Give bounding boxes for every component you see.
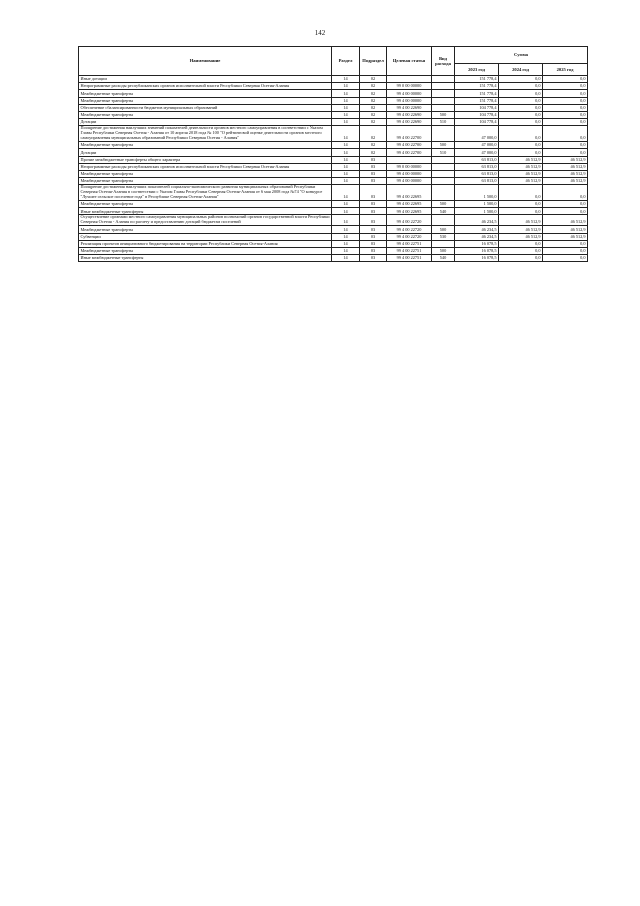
cell-name: Дотации [79,149,332,156]
cell-expense-type [432,90,455,97]
cell-subsection: 03 [360,178,387,185]
cell-target-article: 99 4 00 00000 [387,90,432,97]
cell-2024: 0,0 [499,90,543,97]
page-number: 142 [314,29,326,37]
cell-2024: 0,0 [499,111,543,118]
cell-2025: 46 512,9 [543,156,588,163]
cell-2024: 46 512,9 [499,178,543,185]
cell-section: 14 [332,208,360,215]
cell-2025: 46 512,9 [543,163,588,170]
budget-table [78,46,588,262]
cell-subsection: 03 [360,170,387,177]
cell-expense-type [432,215,455,226]
cell-2023: 104 778,4 [455,111,499,118]
table-row [79,226,588,233]
cell-name: Поощрение достижения наилучших показателей социально-экономического развития муниципальных образований Республики Северная Осетия-Алания в соответствии с Указом Главы Республики Северная Осетия-Алания от 6 мая 2008 года №74 "О конкурсе "Лучшее сельское поселение года" в Республике Северная Осетия-Алания" [79,185,332,201]
header-year-2024: 2024 год [499,64,543,76]
cell-subsection: 03 [360,247,387,254]
cell-name: Межбюджетные трансферты [79,226,332,233]
cell-expense-type [432,76,455,83]
header-subsection: Подраздел [360,47,387,76]
cell-target-article: 99 4 00 22720 [387,233,432,240]
cell-2023: 63 813,0 [455,170,499,177]
cell-2023: 151 778,4 [455,83,499,90]
cell-subsection: 03 [360,226,387,233]
table-body [79,76,588,262]
cell-section: 14 [332,233,360,240]
cell-name: Межбюджетные трансферты [79,111,332,118]
table-row [79,233,588,240]
cell-name: Иные дотации [79,76,332,83]
cell-target-article: 99 4 00 22695 [387,208,432,215]
cell-expense-type [432,240,455,247]
cell-2025: 0,0 [543,90,588,97]
table-row [79,83,588,90]
cell-name: Обеспечение сбалансированности бюджетов муниципальных образований [79,104,332,111]
table-row [79,163,588,170]
cell-name: Межбюджетные трансферты [79,90,332,97]
cell-2025: 0,0 [543,185,588,201]
cell-expense-type [432,185,455,201]
header-year-2025: 2025 год [543,64,588,76]
cell-subsection: 03 [360,201,387,208]
cell-section: 14 [332,170,360,177]
cell-subsection: 03 [360,233,387,240]
cell-name: Межбюджетные трансферты [79,201,332,208]
table-row [79,170,588,177]
cell-target-article: 99 4 00 22690 [387,111,432,118]
cell-name: Межбюджетные трансферты [79,178,332,185]
cell-expense-type [432,97,455,104]
cell-2024: 0,0 [499,104,543,111]
table-row [79,247,588,254]
cell-name: Прочие межбюджетные трансферты общего характера [79,156,332,163]
cell-section: 14 [332,255,360,262]
cell-2024: 0,0 [499,247,543,254]
cell-section: 14 [332,226,360,233]
cell-expense-type: 540 [432,208,455,215]
cell-2024: 0,0 [499,185,543,201]
cell-expense-type: 500 [432,226,455,233]
header-name: Наименование [79,47,332,76]
cell-2024: 46 512,9 [499,226,543,233]
cell-target-article: 99 4 00 22690 [387,104,432,111]
cell-2023: 1 500,0 [455,185,499,201]
cell-2025: 0,0 [543,208,588,215]
cell-subsection: 03 [360,163,387,170]
cell-name: Реализация проектов инициативного бюджетирования на территории Республики Северная Осетия-Алания [79,240,332,247]
cell-2025: 0,0 [543,83,588,90]
header-year-2023: 2023 год [455,64,499,76]
cell-expense-type: 510 [432,149,455,156]
cell-target-article: 99 4 00 22720 [387,226,432,233]
cell-subsection: 02 [360,119,387,126]
cell-section: 14 [332,97,360,104]
cell-expense-type: 540 [432,255,455,262]
cell-section: 14 [332,90,360,97]
cell-name: Осуществление органами местного самоуправления муниципальных районов полномочий органов государственной власти Республики Северная Осетия - Алания по расчету и предоставлению дотаций бюджетам поселений [80,214,330,225]
cell-target-article: 99 4 00 22700 [387,149,432,156]
cell-2025: 0,0 [543,247,588,254]
cell-2025: 0,0 [543,240,588,247]
cell-2025: 0,0 [543,119,588,126]
cell-name: Иные межбюджетные трансферты [79,208,332,215]
cell-2024: 46 512,9 [499,163,543,170]
cell-2024: 46 512,9 [499,156,543,163]
cell-2024: 0,0 [499,119,543,126]
cell-expense-type [432,104,455,111]
table-row [79,215,588,226]
cell-2024: 0,0 [499,76,543,83]
cell-2024: 0,0 [499,126,543,142]
cell-name: Межбюджетные трансферты [79,97,332,104]
cell-2024: 0,0 [499,255,543,262]
cell-section: 14 [332,247,360,254]
cell-2024: 0,0 [499,142,543,149]
cell-2025: 0,0 [543,104,588,111]
cell-2023: 16 078,5 [455,255,499,262]
cell-2023: 46 234,5 [455,233,499,240]
cell-subsection: 03 [360,156,387,163]
cell-subsection: 03 [360,255,387,262]
cell-target-article: 99 4 00 22751 [387,247,432,254]
cell-2024: 0,0 [499,149,543,156]
cell-section: 14 [332,163,360,170]
cell-2023: 104 778,4 [455,104,499,111]
table-row [79,126,588,142]
cell-expense-type [432,156,455,163]
cell-expense-type [432,170,455,177]
cell-2023: 151 778,4 [455,90,499,97]
cell-name: Иные межбюджетные трансферты [79,255,332,262]
cell-2025: 0,0 [543,126,588,142]
cell-2023: 16 078,5 [455,240,499,247]
cell-expense-type [432,178,455,185]
cell-subsection: 02 [360,126,387,142]
table-row [79,156,588,163]
cell-2025: 46 512,9 [543,233,588,240]
cell-target-article: 99 4 00 00000 [387,97,432,104]
cell-subsection: 02 [360,97,387,104]
cell-section: 14 [332,104,360,111]
cell-section: 14 [332,111,360,118]
table-row [79,111,588,118]
cell-section: 14 [332,156,360,163]
cell-section: 14 [332,142,360,149]
cell-section: 14 [332,240,360,247]
cell-target-article [387,156,432,163]
cell-subsection: 03 [360,208,387,215]
cell-2024: 46 512,9 [499,233,543,240]
cell-target-article: 99 4 00 22700 [387,126,432,142]
cell-name: Непрограммные расходы республиканских органов исполнительной власти Республики Северная Осетия-Алания [79,163,332,170]
cell-target-article: 99 4 00 22751 [387,240,432,247]
cell-expense-type: 530 [432,233,455,240]
cell-target-article: 99 4 00 22700 [387,142,432,149]
table-row [79,255,588,262]
cell-2024: 0,0 [499,97,543,104]
cell-section: 14 [332,201,360,208]
cell-subsection: 02 [360,104,387,111]
cell-2025: 46 512,9 [543,226,588,233]
cell-2023: 151 778,4 [455,97,499,104]
table-row [79,76,588,83]
cell-2023: 1 500,0 [455,208,499,215]
cell-expense-type [432,126,455,142]
cell-target-article: 99 4 00 22720 [387,215,432,226]
cell-name: Непрограммные расходы республиканских органов исполнительной власти Республики Северная Осетия-Алания [79,83,332,90]
header-sum: Сумма [455,47,588,64]
cell-name: Субвенции [79,233,332,240]
cell-target-article: 99 0 00 00000 [387,163,432,170]
cell-2023: 46 234,5 [455,215,499,226]
table-row [79,149,588,156]
cell-2023: 16 078,5 [455,247,499,254]
cell-2025: 0,0 [543,97,588,104]
cell-name: Межбюджетные трансферты [79,142,332,149]
cell-section: 14 [332,178,360,185]
cell-expense-type: 500 [432,142,455,149]
cell-expense-type: 510 [432,119,455,126]
cell-section: 14 [332,76,360,83]
cell-section: 14 [332,215,360,226]
table-row [79,97,588,104]
cell-subsection: 02 [360,83,387,90]
cell-subsection: 02 [360,142,387,149]
table-row [79,104,588,111]
cell-subsection: 02 [360,76,387,83]
cell-target-article: 99 4 00 22695 [387,201,432,208]
cell-2025: 0,0 [543,76,588,83]
cell-name: Межбюджетные трансферты [79,247,332,254]
cell-2023: 151 778,4 [455,76,499,83]
cell-expense-type [432,83,455,90]
table-row [79,185,588,201]
cell-2025: 46 512,9 [543,170,588,177]
table-row [79,178,588,185]
header-target-article: Целевая статья [387,47,432,76]
cell-2023: 46 234,5 [455,226,499,233]
cell-target-article [387,76,432,83]
table-row [79,119,588,126]
cell-section: 14 [332,119,360,126]
cell-2025: 46 512,9 [543,215,588,226]
cell-section: 14 [332,185,360,201]
cell-subsection: 02 [360,111,387,118]
cell-2023: 47 000,0 [455,149,499,156]
cell-2024: 0,0 [499,201,543,208]
header-expense-type: Вид расхода [432,47,455,76]
cell-subsection: 03 [360,185,387,201]
cell-2024: 46 512,9 [499,170,543,177]
cell-2025: 46 512,9 [543,178,588,185]
table-row [79,201,588,208]
cell-expense-type: 500 [432,201,455,208]
cell-target-article: 99 4 00 00000 [387,178,432,185]
cell-2025: 0,0 [543,201,588,208]
cell-2024: 0,0 [499,240,543,247]
cell-name: Межбюджетные трансферты [79,170,332,177]
cell-name: Дотации [79,119,332,126]
cell-2025: 0,0 [543,149,588,156]
cell-2023: 1 500,0 [455,201,499,208]
cell-2024: 0,0 [499,83,543,90]
table-row [79,208,588,215]
cell-2024: 46 512,9 [499,215,543,226]
cell-target-article: 99 0 00 00000 [387,83,432,90]
cell-2024: 0,0 [499,208,543,215]
cell-expense-type [432,163,455,170]
cell-name: Поощрение достижения наилучших значений показателей деятельности органов местного самоуправления в соответствии с Указом Главы Республики Северная Осетия - Алания от 10 апреля 2018 года № 100 "О рейтинговой оценке деятельности органов местного самоуправления муниципальных образований Республики Северная Осетия - Алания" [79,126,332,142]
cell-target-article: 99 4 00 22695 [387,185,432,201]
cell-section: 14 [332,83,360,90]
table-row [79,90,588,97]
cell-subsection: 02 [360,90,387,97]
cell-2023: 63 813,0 [455,163,499,170]
cell-2023: 104 778,4 [455,119,499,126]
cell-subsection: 03 [360,215,387,226]
cell-section: 14 [332,149,360,156]
cell-subsection: 02 [360,149,387,156]
cell-2023: 47 000,0 [455,142,499,149]
cell-target-article: 99 4 00 22690 [387,119,432,126]
cell-2025: 0,0 [543,255,588,262]
cell-2023: 63 813,0 [455,156,499,163]
table-row [79,240,588,247]
cell-target-article: 99 4 00 22751 [387,255,432,262]
cell-2023: 63 813,0 [455,178,499,185]
cell-expense-type: 500 [432,111,455,118]
cell-2025: 0,0 [543,142,588,149]
header-section: Раздел [332,47,360,76]
cell-2025: 0,0 [543,111,588,118]
cell-section: 14 [332,126,360,142]
cell-expense-type: 500 [432,247,455,254]
cell-target-article: 99 4 00 00000 [387,170,432,177]
cell-subsection: 03 [360,240,387,247]
cell-2023: 47 000,0 [455,126,499,142]
table-row [79,142,588,149]
